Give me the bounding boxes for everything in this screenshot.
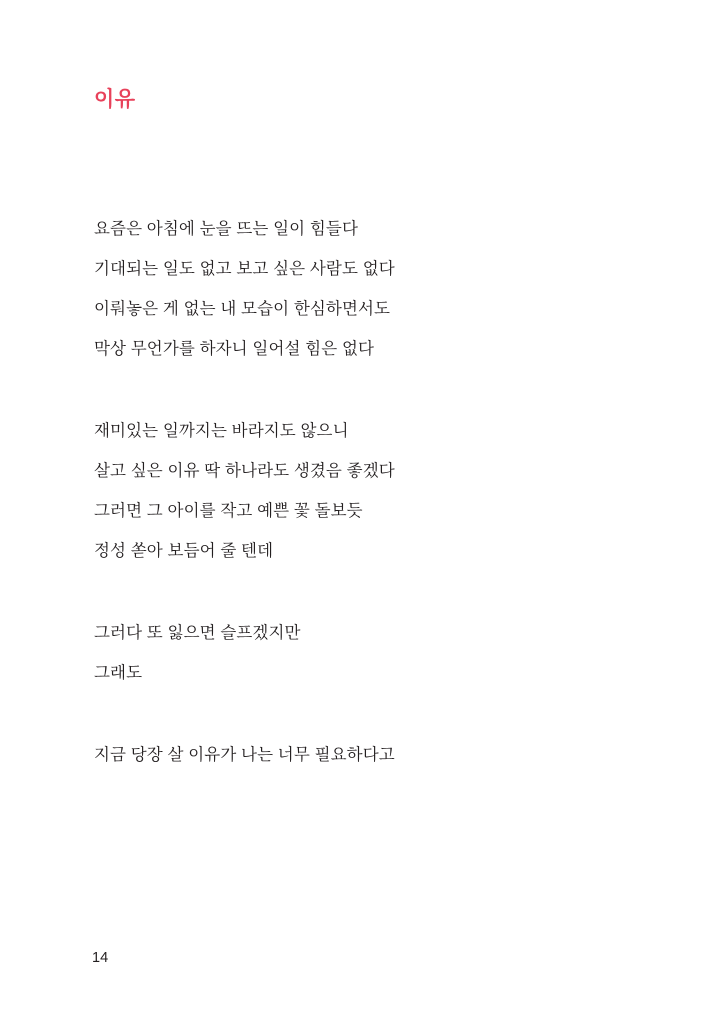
page-title: 이유 [94, 88, 136, 111]
poem-line: 막상 무언가를 하자니 일어설 힘은 없다 [94, 340, 375, 359]
poem-line: 그래도 [94, 664, 143, 683]
poem-line: 정성 쏟아 보듬어 줄 텐데 [94, 542, 274, 561]
stanza [94, 411, 614, 571]
page-number: 14 [92, 950, 109, 966]
stanza [94, 735, 614, 775]
poem-line: 그러다 또 잃으면 슬프겠지만 [94, 624, 301, 643]
poem-line: 그러면 그 아이를 작고 예쁜 꽃 돌보듯 [94, 502, 363, 521]
poem-line: 살고 싶은 이유 딱 하나라도 생겼음 좋겠다 [94, 462, 395, 481]
poem-body [94, 209, 614, 775]
stanza [94, 613, 614, 693]
stanza [94, 209, 614, 369]
poem-line: 재미있는 일까지는 바라지도 않으니 [94, 422, 349, 441]
poem-content [94, 86, 614, 775]
poem-line: 이뤄놓은 게 없는 내 모습이 한심하면서도 [94, 300, 391, 319]
poem-line: 기대되는 일도 없고 보고 싶은 사람도 없다 [94, 260, 395, 279]
poem-line: 지금 당장 살 이유가 나는 너무 필요하다고 [94, 746, 395, 765]
poem-line: 요즘은 아침에 눈을 뜨는 일이 힘들다 [94, 220, 359, 239]
